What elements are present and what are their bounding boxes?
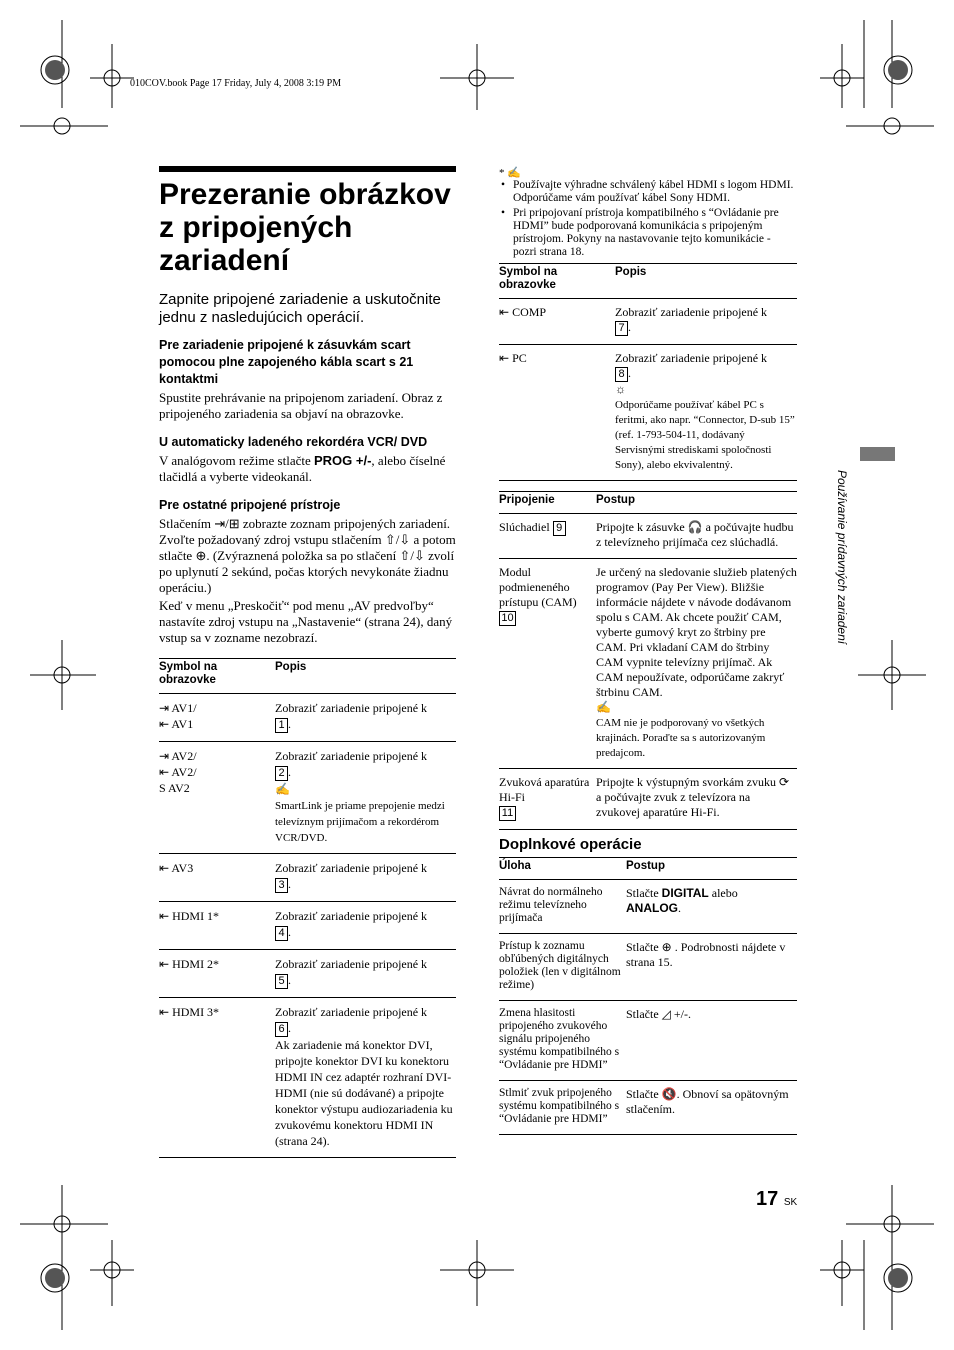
input-icon: ⇥ AV1/ xyxy=(159,701,197,715)
col-symbol-header: Symbol na obrazovke xyxy=(499,266,558,291)
table-row: Modul podmieneného prístupu (CAM) 10 Je určený na sledovanie služieb platených programov (Pay Per View). Bližšie informácie nájdete v návode dodávanom spolu s CAM. Ak chcete použiť CAM, vyberte gumový kryt zo štrbiny pre CAM. Pri vkladaní CAM do štrbiny CAM vypnite televízny prijímač. Ak CAM nepoužívate, odporúčame zakryť štrbinu CAM. ✍ CAM nie je podporovaný vo všetkých krajinách. Poraďte sa s autorizovaným predajcom. xyxy=(499,559,797,769)
col-description-header: Popis xyxy=(615,266,647,278)
number-badge: 2 xyxy=(275,766,288,781)
table-row: Návrat do normálneho režimu televízneho prijímača Stlačte DIGITAL alebo ANALOG. xyxy=(499,880,797,934)
note-text: SmartLink je priame prepojenie medzi televíznym prijímačom a rekordérom VCR/DVD. xyxy=(275,800,445,844)
intro-text: Zapnite pripojené zariadenie a uskutočnite jednu z nasledujúcich operácií. xyxy=(159,291,441,326)
number-badge: 1 xyxy=(275,718,288,733)
input-icon: ⇤ xyxy=(159,861,170,875)
number-badge: 9 xyxy=(553,521,566,536)
number-badge: 10 xyxy=(499,611,516,626)
pc-symbol-table xyxy=(499,263,797,481)
table-row: ⇥ AV2/ ⇤ AV2/ S AV2 Zobraziť zariadenie pripojené k 2 . ✍ SmartLink je priame prepojenie medzi televíznym prijímačom a rekordérom VCR/DVD. xyxy=(159,742,456,854)
sidebar-label: Používanie prídavných zariadení xyxy=(835,470,849,645)
tip-text: Odporúčame používať kábel PC s feritmi, ako napr. “Connector, D-sub 15” (ref. 1-793-504-11, dodávaný Servisnými strediskami spoločnosti Sony), alebo ekvivalentný. xyxy=(615,399,795,471)
col-symbol-header: Symbol na obrazovke xyxy=(159,661,218,686)
page-number: 17 SK xyxy=(756,1188,798,1210)
section-scart-heading: Pre zariadenie pripojené k zásuvkám scart pomocou plne zapojeného kábla scart s 21 kontaktmi xyxy=(159,338,414,386)
number-badge: 7 xyxy=(615,321,628,336)
number-badge: 5 xyxy=(275,974,288,989)
note-icon: ✍ xyxy=(275,782,290,796)
table-row: Prístup k zoznamu obľúbených digitálnych položiek (len v digitálnom režime) Stlačte ⊕ . Podrobnosti nájdete v strana 15. xyxy=(499,934,797,1001)
input-icon: ⇤ xyxy=(159,1005,170,1019)
connection-table xyxy=(499,491,797,830)
footnote-list xyxy=(499,179,797,259)
list-item: • Používajte výhradne schválený kábel HDMI s logom HDMI. Odporúčame vám používať kábel Sony HDMI. xyxy=(499,179,797,205)
section-tab-marker xyxy=(860,447,895,461)
table-row: ⇤ COMP Zobraziť zariadenie pripojené k 7 . xyxy=(499,299,797,345)
section-vcr-body: V analógovom režime stlačte PROG +/-, alebo číselné tlačidlá a vyberte videokanál. xyxy=(159,453,446,484)
title-bar xyxy=(159,166,456,172)
table-row: Zvuková aparatúra Hi-Fi 11 Pripojte k výstupným svorkám zvuku ⟳ a počúvajte zvuk z televízora na zvukovej aparatúre Hi-Fi. xyxy=(499,769,797,830)
col-task-header: Úloha xyxy=(499,860,531,872)
input-icon: ⇤ xyxy=(159,909,170,923)
section-scart-body: Spustite prehrávanie na pripojenom zariadení. Obraz z pripojeného zariadenia sa objaví na obrazovke. xyxy=(159,390,443,421)
col-connection-header: Pripojenie xyxy=(499,494,555,506)
input-icon: ⇤ xyxy=(499,305,510,319)
table-row: Zmena hlasitosti pripojeného zvukového signálu pripojeného systému kompatibilného s “Ovládanie pre HDMI” Stlačte ◿ +/-. xyxy=(499,1001,797,1081)
right-column xyxy=(499,166,797,1135)
running-header: 010COV.book Page 17 Friday, July 4, 2008 3:19 PM xyxy=(130,78,342,89)
footnote-marker: * ✍ xyxy=(499,167,521,179)
table-row: ⇥ AV1/ ⇤ AV1 Zobraziť zariadenie pripojené k 1 . xyxy=(159,694,456,742)
additional-operations-table xyxy=(499,857,797,1135)
list-item: • Pri pripojovaní prístroja kompatibilného s “Ovládanie pre HDMI” bude podporovaná komunikácia s pripojeným prístrojom. Pokyny na nastavovanie tejto komunikácie - pozri strana 18. xyxy=(499,207,797,259)
table-row: ⇤ HDMI 1* Zobraziť zariadenie pripojené k 4 . xyxy=(159,902,456,950)
row-extra-text: Ak zariadenie má konektor DVI, pripojte konektor DVI ku konektoru HDMI IN cez adaptér rozhraní DVI-HDMI (nie sú dodávané) a pripojte konektor výstupu audiozariadenia ku zvukovému konektoru HDMI IN (strana 24). xyxy=(275,1038,453,1148)
number-badge: 4 xyxy=(275,926,288,941)
note-text: CAM nie je podporovaný vo všetkých krajinách. Poraďte sa s autorizovaným predajcom. xyxy=(596,717,766,759)
page-title: Prezeranie obrázkov z pripojených zariadení xyxy=(159,178,451,277)
table-row: ⇤ HDMI 2* Zobraziť zariadenie pripojené k 5 . xyxy=(159,950,456,998)
input-symbol-table xyxy=(159,658,456,1158)
col-procedure-header: Postup xyxy=(626,860,665,872)
note-icon: ✍ xyxy=(596,700,611,714)
number-badge: 8 xyxy=(615,367,628,382)
input-icon: ⇤ xyxy=(499,351,510,365)
section-vcr-heading: U automaticky ladeného rekordéra VCR/ DVD xyxy=(159,435,428,449)
col-description-header: Popis xyxy=(275,661,307,673)
left-column xyxy=(159,166,456,1158)
number-badge: 3 xyxy=(275,878,288,893)
table-row: ⇤ AV3 Zobraziť zariadenie pripojené k 3 . xyxy=(159,854,456,902)
note-icon: ✍ xyxy=(507,167,521,179)
number-badge: 6 xyxy=(275,1022,288,1037)
tip-icon: ☼ xyxy=(615,382,626,396)
section-other-body-1: Stlačením ⇥/⊞ zobrazte zoznam pripojených zariadení. Zvoľte požadovaný zdroj vstupu stlačením ⇧/⇩ a potom stlačte ⊕. (Zvýraznená položka sa po stlačení ⇧/⇩ zvolí po uplynutí 2 sekúnd, počas ktorých nevykonáte žiadnu operáciu.) xyxy=(159,516,456,595)
col-procedure-header: Postup xyxy=(596,494,635,506)
table-row: Stlmiť zvuk pripojeného systému kompatibilného s “Ovládanie pre HDMI” Stlačte 🔇. Obnoví sa opätovným stlačením. xyxy=(499,1081,797,1135)
input-icon: ⇥ AV2/ xyxy=(159,749,197,763)
section-other-body-2: Keď v menu „Preskočiť“ pod menu „AV predvoľby“ nastavíte zdroj vstupu na „Nastavenie“ (strana 24), daný vstup sa v zozname nezobrazí. xyxy=(159,598,453,645)
input-icon: ⇤ xyxy=(159,957,170,971)
table-row: Slúchadiel 9 Pripojte k zásuvke 🎧 a počúvajte hudbu z televízneho prijímača cez slúchadlá. xyxy=(499,514,797,559)
section-other-heading: Pre ostatné pripojené prístroje xyxy=(159,498,341,512)
table-row: ⇤ HDMI 3* Zobraziť zariadenie pripojené k 6 . Ak zariadenie má konektor DVI, pripojte konektor DVI ku konektoru HDMI IN cez adaptér rozhraní DVI-HDMI (nie sú dodávané) a pripojte konektor výstupu audiozariadenia ku zvukovému konektoru HDMI IN (strana 24). xyxy=(159,998,456,1158)
section-title-additional: Doplnkové operácie xyxy=(499,836,642,853)
table-row: ⇤ PC Zobraziť zariadenie pripojené k 8 . ☼ Odporúčame používať kábel PC s feritmi, ako napr. “Connector, D-sub 15” (ref. 1-793-504-11, dodávaný Servisnými strediskami spoločnosti Sony), alebo ekvivalentný. xyxy=(499,345,797,481)
number-badge: 11 xyxy=(499,806,516,821)
